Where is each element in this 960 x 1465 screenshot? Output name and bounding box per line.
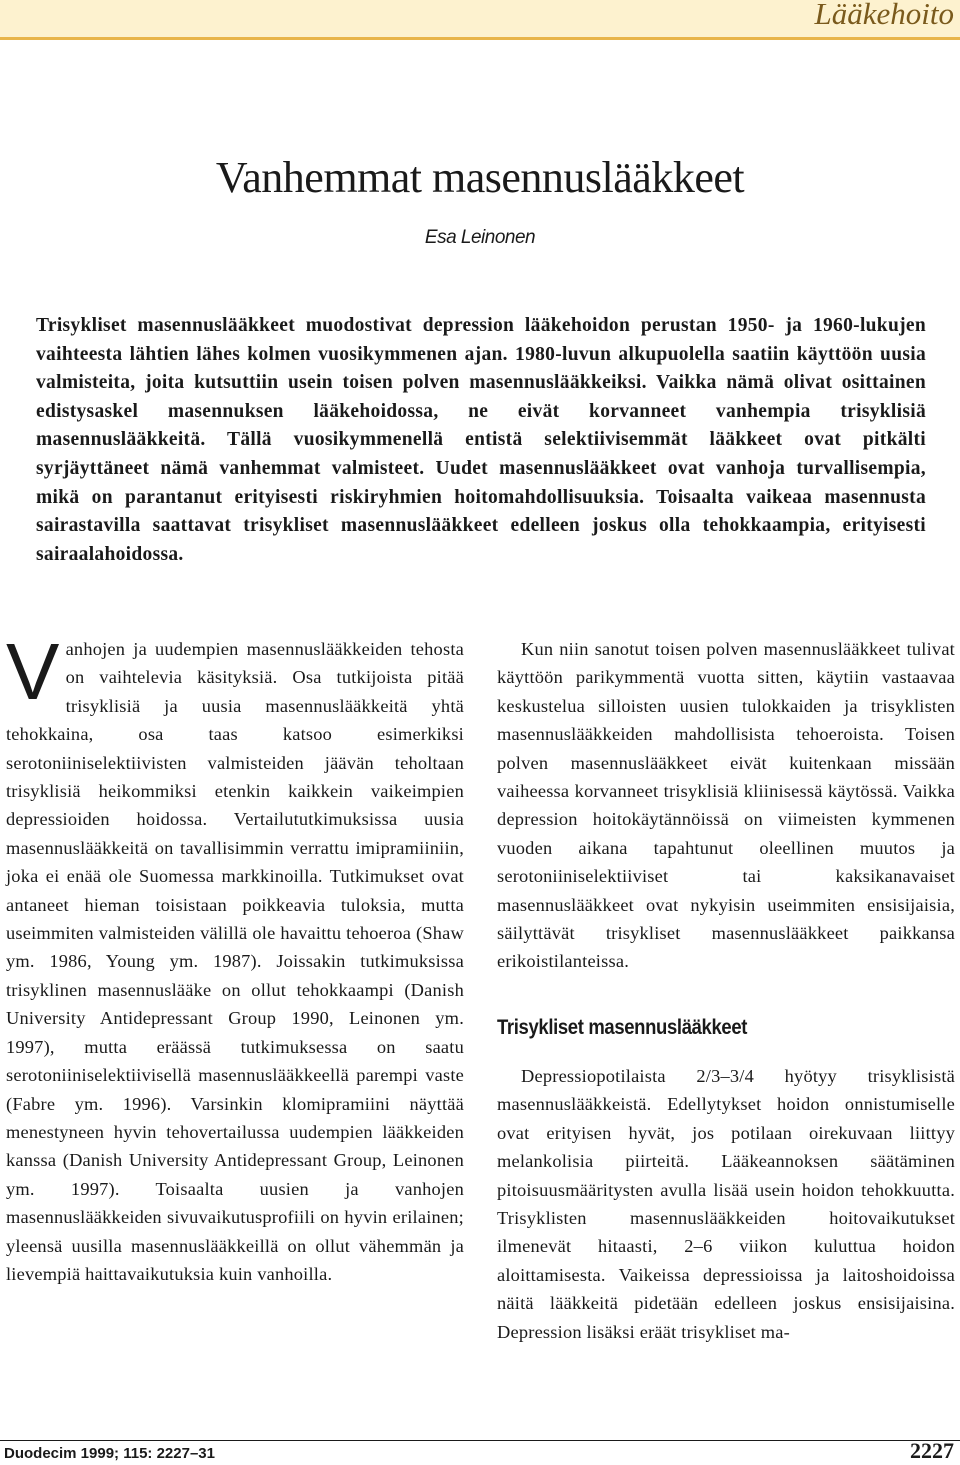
header-rule	[0, 37, 960, 40]
dropcap: V	[6, 627, 60, 716]
right-column	[497, 635, 955, 1346]
page-number: 2227	[910, 1438, 954, 1463]
article-author: Esa Leinonen	[424, 227, 536, 248]
abstract: Trisykliset masennuslääkkeet muodostivat depression lääkehoidon perustan 1950- ja 1960-lukujen vaihteesta lähtien lähes kolmen vuosikymmenen ajan. 1980-luvun alkupuolella saatiin käyttöön uusia valmisteita, joita kutsuttiin usein toisen polven masennuslääkkeiksi. Vaikka nämä olivat osittainen edistysaskel masennuksen lääkehoidossa, ne eivät korvanneet vanhempia trisyklisiä masennuslääkkeitä. Tällä vuosikymmenellä entistä selektiivisemmät lääkkeet ovat pitkälti syrjäyttäneet nämä vanhemmat valmisteet. Uudet masennuslääkkeet ovat vanhoja turvallisempia, mikä on parantanut erityisesti riskiryhmien hoitomahdollisuuksia. Toisaalta vaikeaa masennusta sairastavilla saattavat trisykliset masennuslääkkeet edelleen joskus olla tehokkaampia, erityisesti sairaalahoidossa.	[36, 315, 926, 565]
right-paragraph-1: Kun niin sanotut toisen polven masennuslääkkeet tulivat käyttöön parikymmentä vuotta sitten, käytiin vastaavaa keskustelua silloisten uusien tulokkaiden ja trisyklisten masennuslääkkeiden mahdollisista tehoeroista. Toisen polven masennuslääkkeet eivät kuitenkaan missään vaiheessa korvanneet trisyklisiä kliinisessä käytössä. Vaikka depression hoitokäytännöissä on viimeisten kymmenen vuoden aikana tapahtunut oleellinen muutos ja serotoniiniselektiiviset tai kaksikanavaiset masennuslääkkeet ovat nykyisin useimmiten ensisijaisia, säilyttävät trisykliset masennuslääkkeet paikkansa erikoistilanteissa.	[497, 639, 955, 972]
left-column	[6, 627, 464, 1288]
article-title: Vanhemmat masennuslääkkeet	[215, 153, 745, 202]
left-paragraph	[6, 627, 464, 1288]
footer-citation: Duodecim 1999; 115: 2227–31	[4, 1445, 215, 1462]
right-paragraph-2: Depressiopotilaista 2/3–3/4 hyötyy trisyklisistä masennuslääkkeistä. Edellytykset hoidon onnistumiselle ovat erityisen hyvät, jos potilaan oirekuvaan liittyy melankolisia piirteitä. Lääkeannoksen säätäminen pitoisuusmääritysten avulla lisää usein hoidon tehokkuutta. Trisyklisten masennuslääkkeiden hoitovaikutukset ilmenevät hitaasti, 2–6 viikon kuluttua hoidon aloittamisesta. Vaikeissa depressioissa ja laitoshoidoissa näitä lääkkeitä pidetään edelleen joskus ensisijaisina. Depression lisäksi eräät trisykliset ma-	[497, 1065, 955, 1342]
footer-rule	[0, 1440, 960, 1441]
subheading: Trisykliset masennuslääkkeet	[497, 1015, 748, 1039]
left-paragraph-text: anhojen ja uudempien masennuslääkkeiden tehosta on vaihtelevia käsityksiä. Osa tutkijoista pitää trisyklisiä ja uusia masennuslääkkeitä yhtä tehokkaina, osa taas katsoo esimerkiksi serotoniiniselektiivisten valmisteiden jäävän teholtaan trisyklisiä heikommiksi etenkin kaikkein vaikeimpien depressioiden hoidossa. Vertailututkimuksissa uusia masennuslääkkeitä on tavallisimmin verrattu imipramiiniin, joka ei enää ole Suomessa markkinoilla. Tutkimukset ovat antaneet hieman toisistaan poikkeavia tuloksia, mutta useimmiten valmisteiden välillä ole havaittu tehoeroa (Shaw ym. 1986, Young ym. 1987). Joissakin tutkimuksissa trisyklinen masennuslääke on ollut tehokkaampi (Danish University Antidepressant Group 1990, Leinonen ym. 1997), mutta eräässä tutkimuksessa on saatu serotoniiniselektiivisellä masennuslääkkeellä parempi vaste (Fabre ym. 1996). Varsinkin klomipramiini näyttää menestyneen hyvin tehovertailussa uudempien lääkkeiden kanssa (Danish University Antidepressant Group, Leinonen ym. 1997). Toisaalta uusien ja vanhojen masennuslääkkeiden sivuvaikutusprofiili on hyvin erilainen; yleensä uusilla masennuslääkkeillä on ollut vähemmän ja lievempiä haittavaikutuksia kuin vanhoilla.	[6, 639, 464, 1284]
section-label: Lääkehoito	[814, 0, 954, 31]
